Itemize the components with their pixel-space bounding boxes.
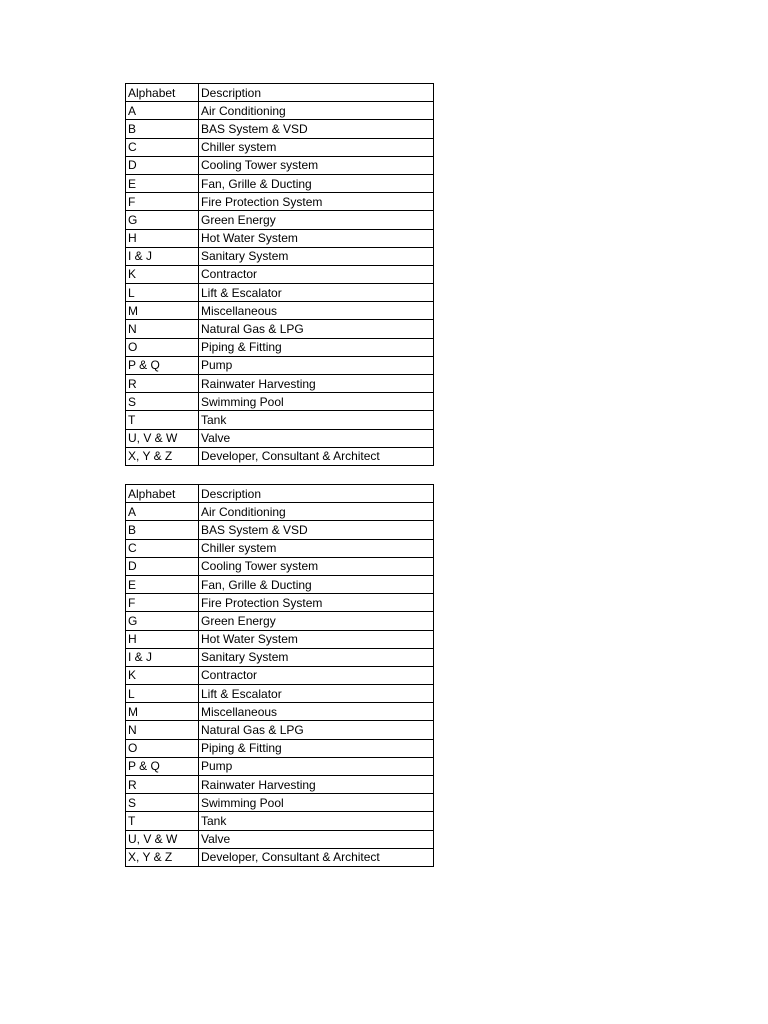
alphabet-cell: G: [126, 211, 199, 229]
description-cell: Fire Protection System: [199, 594, 434, 612]
description-cell: Green Energy: [199, 612, 434, 630]
alphabet-cell: B: [126, 120, 199, 138]
alphabet-cell: D: [126, 557, 199, 575]
description-cell: Piping & Fitting: [199, 739, 434, 757]
table-row: [126, 812, 434, 830]
table-row: [126, 848, 434, 866]
description-cell: Fire Protection System: [199, 193, 434, 211]
table-body: [126, 485, 434, 867]
description-cell: Developer, Consultant & Architect: [199, 848, 434, 866]
alphabet-cell: F: [126, 594, 199, 612]
alphabet-cell: T: [126, 812, 199, 830]
alphabet-cell: E: [126, 174, 199, 192]
alphabet-cell: A: [126, 503, 199, 521]
description-cell: Fan, Grille & Ducting: [199, 174, 434, 192]
description-cell: Swimming Pool: [199, 393, 434, 411]
table-row: [126, 757, 434, 775]
table-row: [126, 174, 434, 192]
description-cell: Miscellaneous: [199, 703, 434, 721]
header-alphabet: Alphabet: [126, 84, 199, 102]
description-cell: Pump: [199, 356, 434, 374]
description-cell: Cooling Tower system: [199, 156, 434, 174]
description-cell: Natural Gas & LPG: [199, 320, 434, 338]
alphabet-cell: M: [126, 703, 199, 721]
description-cell: Piping & Fitting: [199, 338, 434, 356]
description-cell: Miscellaneous: [199, 302, 434, 320]
alphabet-cell: R: [126, 776, 199, 794]
description-cell: Tank: [199, 411, 434, 429]
alphabet-cell: R: [126, 375, 199, 393]
table-header-row: [126, 485, 434, 503]
alphabet-cell: H: [126, 229, 199, 247]
table-header-row: [126, 84, 434, 102]
description-cell: Valve: [199, 830, 434, 848]
description-cell: Sanitary System: [199, 247, 434, 265]
alphabet-cell: O: [126, 338, 199, 356]
table-row: [126, 721, 434, 739]
table-row: [126, 521, 434, 539]
table-row: [126, 703, 434, 721]
alphabet-cell: X, Y & Z: [126, 848, 199, 866]
alphabet-cell: C: [126, 138, 199, 156]
alphabet-cell: L: [126, 284, 199, 302]
table-row: [126, 120, 434, 138]
description-cell: Cooling Tower system: [199, 557, 434, 575]
table-row: [126, 265, 434, 283]
alphabet-cell: I & J: [126, 247, 199, 265]
description-cell: Rainwater Harvesting: [199, 375, 434, 393]
table-row: [126, 411, 434, 429]
alphabet-cell: E: [126, 575, 199, 593]
table-row: [126, 447, 434, 465]
description-cell: Swimming Pool: [199, 794, 434, 812]
table-row: [126, 247, 434, 265]
alphabet-cell: M: [126, 302, 199, 320]
table-row: [126, 156, 434, 174]
table-row: [126, 594, 434, 612]
header-description: Description: [199, 485, 434, 503]
description-cell: Contractor: [199, 265, 434, 283]
description-cell: Lift & Escalator: [199, 284, 434, 302]
description-cell: Sanitary System: [199, 648, 434, 666]
description-cell: Air Conditioning: [199, 102, 434, 120]
table-row: [126, 193, 434, 211]
table-row: [126, 612, 434, 630]
header-alphabet: Alphabet: [126, 485, 199, 503]
alphabet-cell: P & Q: [126, 356, 199, 374]
description-cell: Valve: [199, 429, 434, 447]
table-row: [126, 320, 434, 338]
table-row: [126, 739, 434, 757]
table-row: [126, 375, 434, 393]
table-row: [126, 648, 434, 666]
table-row: [126, 685, 434, 703]
description-cell: Rainwater Harvesting: [199, 776, 434, 794]
table-row: [126, 666, 434, 684]
table-row: [126, 302, 434, 320]
table-row: [126, 393, 434, 411]
table-row: [126, 338, 434, 356]
alphabet-cell: F: [126, 193, 199, 211]
table-row: [126, 557, 434, 575]
table-row: [126, 630, 434, 648]
alphabet-cell: U, V & W: [126, 429, 199, 447]
table-row: [126, 575, 434, 593]
alphabet-cell: U, V & W: [126, 830, 199, 848]
table-row: [126, 503, 434, 521]
alphabet-cell: N: [126, 721, 199, 739]
alphabet-cell: K: [126, 265, 199, 283]
description-cell: Hot Water System: [199, 630, 434, 648]
description-cell: BAS System & VSD: [199, 120, 434, 138]
alphabet-cell: K: [126, 666, 199, 684]
description-cell: Hot Water System: [199, 229, 434, 247]
description-cell: Chiller system: [199, 138, 434, 156]
alphabet-cell: O: [126, 739, 199, 757]
alphabet-cell: T: [126, 411, 199, 429]
alphabet-cell: C: [126, 539, 199, 557]
alphabet-cell: P & Q: [126, 757, 199, 775]
alphabet-cell: L: [126, 685, 199, 703]
table-row: [126, 102, 434, 120]
alphabet-cell: B: [126, 521, 199, 539]
description-cell: Tank: [199, 812, 434, 830]
table-row: [126, 429, 434, 447]
alphabet-cell: N: [126, 320, 199, 338]
alphabet-cell: S: [126, 393, 199, 411]
table-row: [126, 284, 434, 302]
description-cell: Green Energy: [199, 211, 434, 229]
table-body: [126, 84, 434, 466]
description-cell: Pump: [199, 757, 434, 775]
table-row: [126, 138, 434, 156]
table-row: [126, 539, 434, 557]
alphabet-cell: I & J: [126, 648, 199, 666]
table-row: [126, 830, 434, 848]
table-row: [126, 229, 434, 247]
table-row: [126, 794, 434, 812]
table-row: [126, 356, 434, 374]
alphabet-code-table-1: [125, 83, 434, 466]
description-cell: Air Conditioning: [199, 503, 434, 521]
alphabet-cell: D: [126, 156, 199, 174]
description-cell: Natural Gas & LPG: [199, 721, 434, 739]
description-cell: Fan, Grille & Ducting: [199, 575, 434, 593]
alphabet-cell: S: [126, 794, 199, 812]
alphabet-cell: A: [126, 102, 199, 120]
table-row: [126, 211, 434, 229]
table-row: [126, 776, 434, 794]
description-cell: Chiller system: [199, 539, 434, 557]
alphabet-cell: X, Y & Z: [126, 447, 199, 465]
alphabet-code-table-2: [125, 484, 434, 867]
alphabet-cell: H: [126, 630, 199, 648]
description-cell: Developer, Consultant & Architect: [199, 447, 434, 465]
description-cell: Contractor: [199, 666, 434, 684]
description-cell: BAS System & VSD: [199, 521, 434, 539]
description-cell: Lift & Escalator: [199, 685, 434, 703]
header-description: Description: [199, 84, 434, 102]
alphabet-cell: G: [126, 612, 199, 630]
